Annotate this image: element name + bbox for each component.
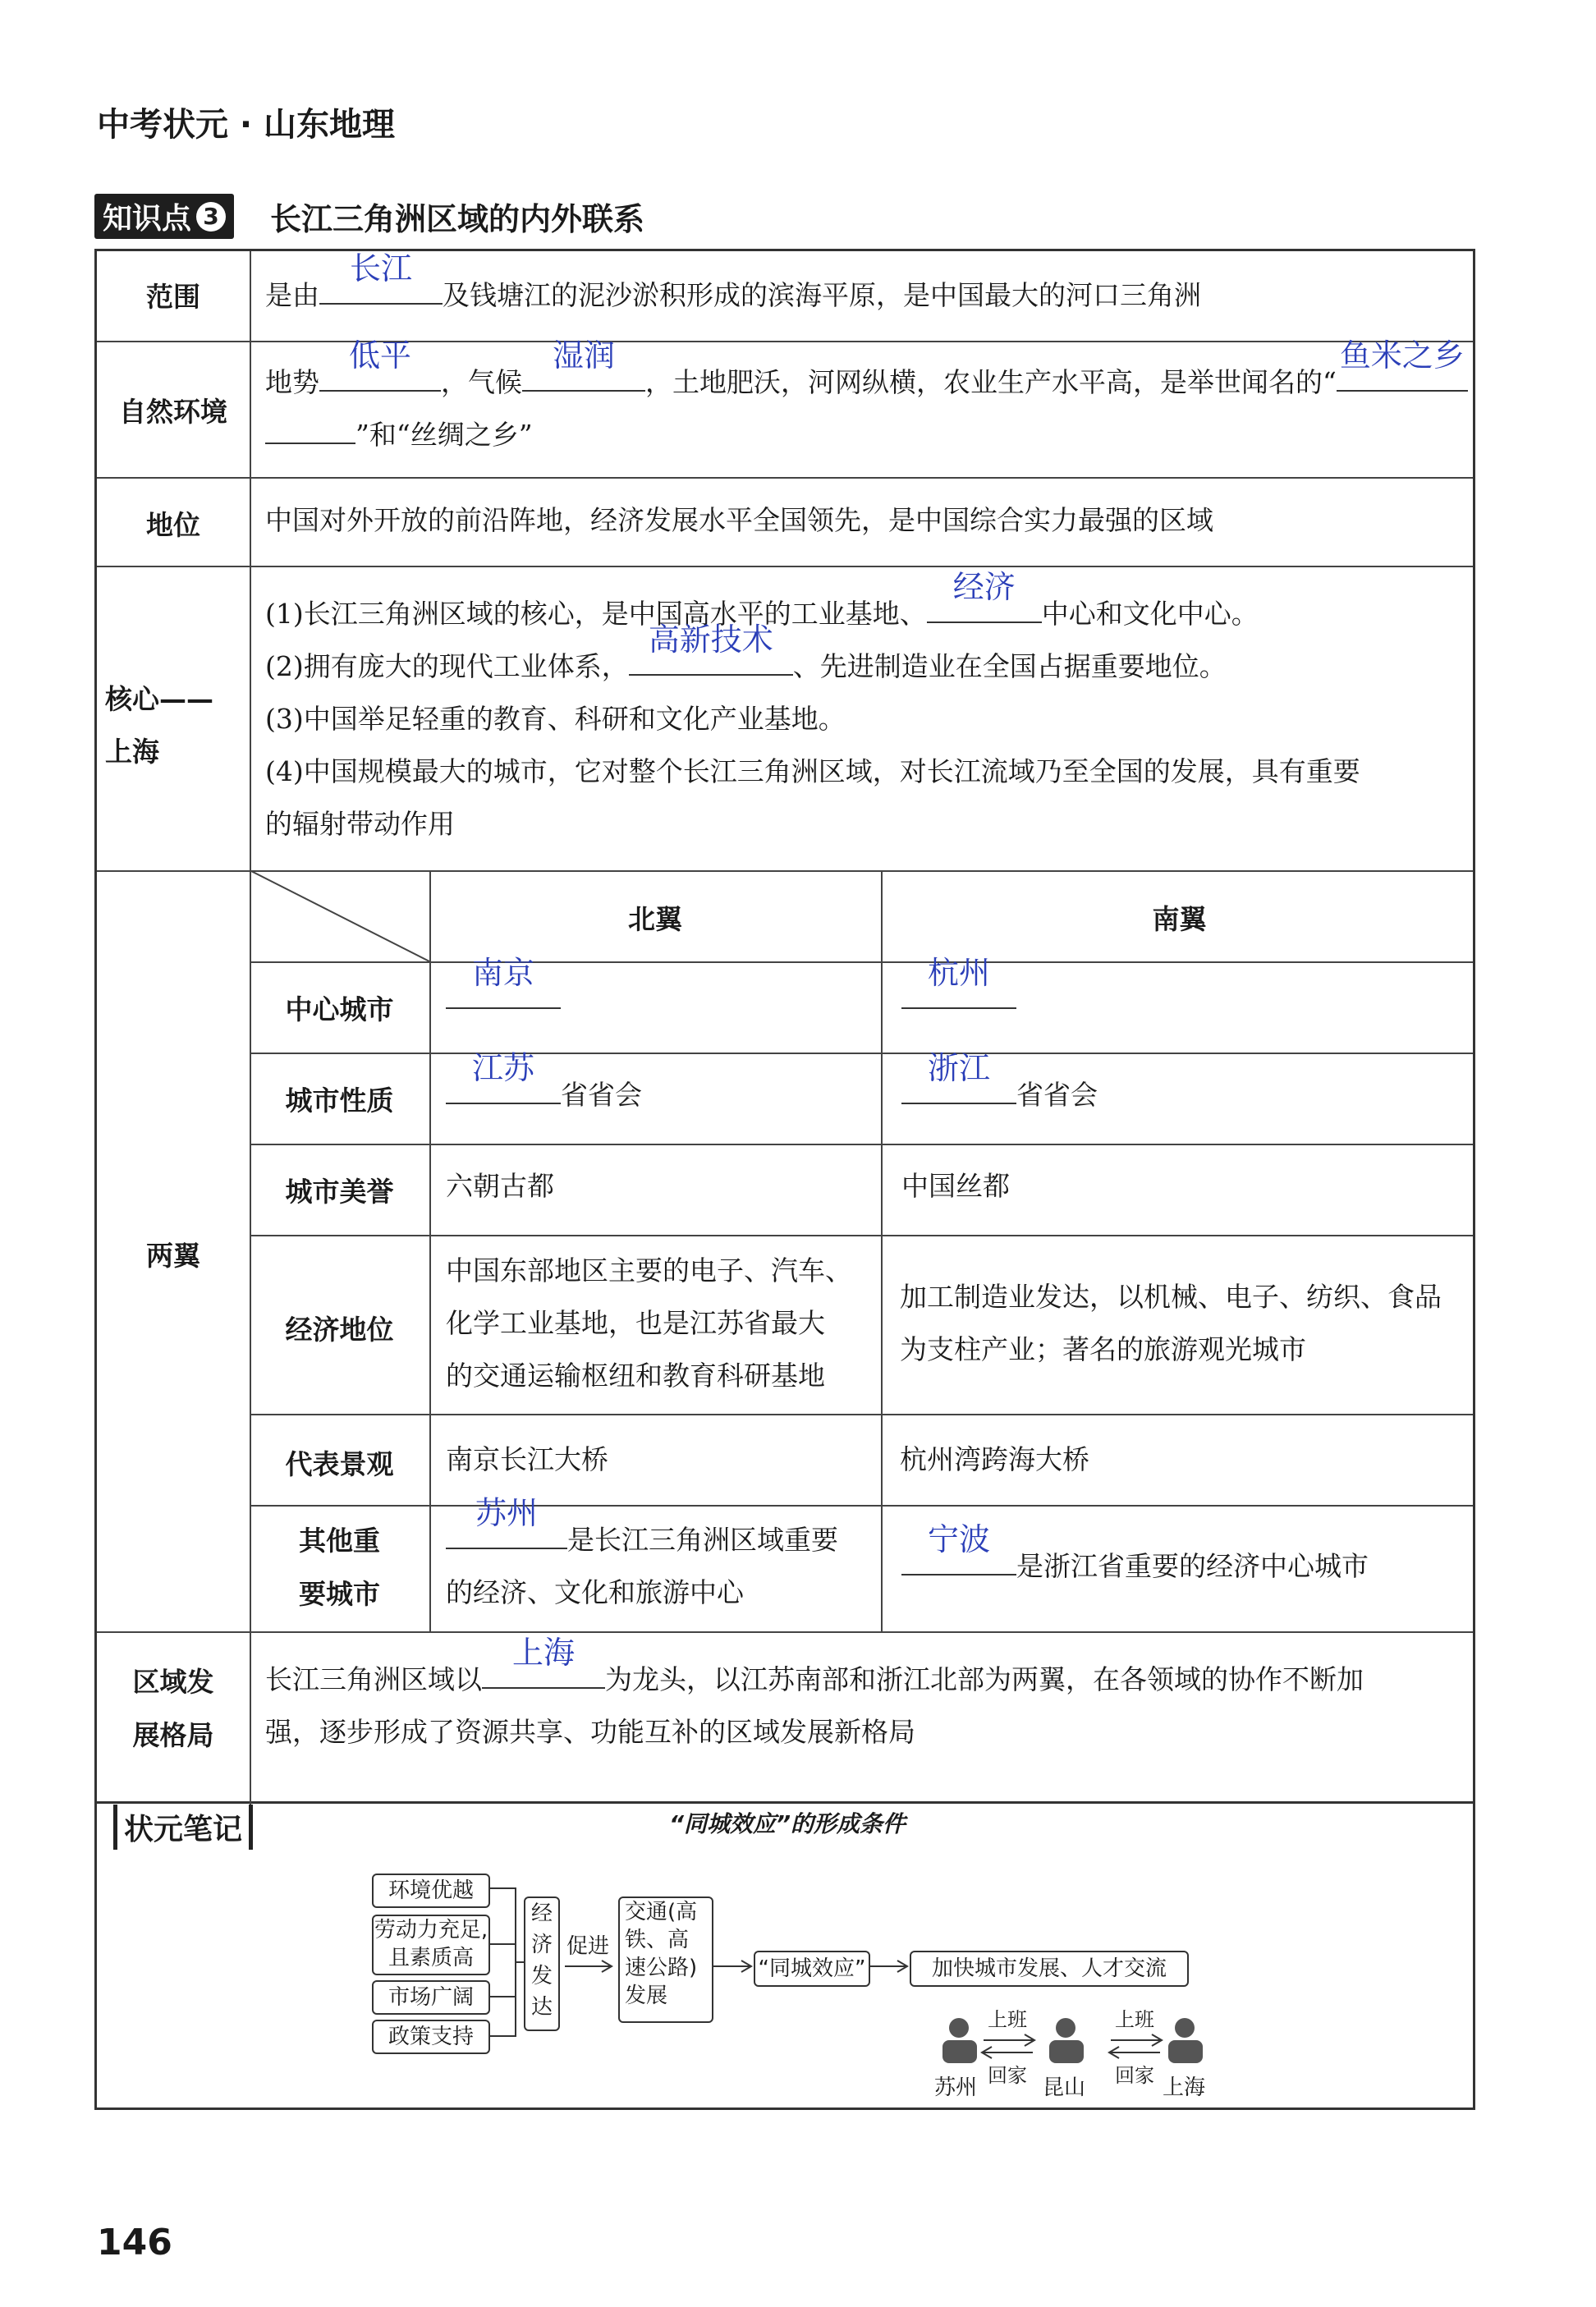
other-north-2: 的经济、文化和旅游中心 <box>446 1576 744 1608</box>
traffic-box: 交通(高 铁、高 速公路) 发展 <box>618 1897 713 2023</box>
commute-back-1: 回家 <box>988 2064 1027 2087</box>
nature-north: 江苏 省省会 <box>446 1069 642 1121</box>
diwei-text: 中国对外开放的前沿阵地，经济发展水平全国领先，是中国综合实力最强的区域 <box>265 504 1213 536</box>
sub-label-view: 代表景观 <box>285 1448 394 1480</box>
econ-north-3: 的交通运输枢纽和教育科研基地 <box>446 1360 825 1392</box>
econ-south-2: 为支柱产业；著名的旅游观光城市 <box>900 1333 1306 1365</box>
city-shanghai: 上海 <box>1163 2075 1206 2100</box>
commute-go-1: 上班 <box>988 2008 1027 2031</box>
sub-label-econ: 经济地位 <box>285 1314 394 1346</box>
row-label-liangyi: 两翼 <box>146 1240 200 1272</box>
col-south: 南翼 <box>1152 903 1207 935</box>
number-badge: 3 <box>196 202 226 232</box>
notes-tag: 状元笔记 <box>113 1805 253 1850</box>
people-icons <box>942 2018 1203 2063</box>
ziran-line2: ”和“丝绸之乡” <box>265 409 533 461</box>
econ-north-1: 中国东部地区主要的电子、汽车、 <box>446 1254 852 1287</box>
cond-env: 环境优越 <box>372 1874 490 1908</box>
row-label-ziran: 自然环境 <box>119 396 227 428</box>
page-number: 146 <box>97 2222 172 2263</box>
commute-go-2: 上班 <box>1115 2008 1154 2031</box>
row-label-diwei: 地位 <box>146 509 200 541</box>
commute-back-2: 回家 <box>1115 2064 1154 2087</box>
hexin-line3: (3)中国举足轻重的教育、科研和文化产业基地。 <box>265 703 846 735</box>
geju-line2: 强，逐步形成了资源共享、功能互补的区域发展新格局 <box>265 1716 915 1748</box>
hexin-line1: (1)长江三角洲区域的核心，是中国高水平的工业基地、 经济 中心和文化中心。 <box>265 569 1259 630</box>
fanwei-text: 是由 长江 及钱塘江的泥沙淤积形成的滨海平原，是中国最大的河口三角洲 <box>265 250 1201 311</box>
cond-policy: 政策支持 <box>372 2020 490 2054</box>
row-label-hexin-2: 上海 <box>105 736 159 768</box>
knowledge-point-heading <box>94 194 644 239</box>
fame-north: 六朝古都 <box>446 1170 554 1202</box>
fame-south: 中国丝都 <box>901 1170 1010 1202</box>
city-suzhou: 苏州 <box>934 2075 978 2100</box>
row-label-geju-1: 区域发 <box>132 1666 214 1698</box>
other-south: 宁波 是浙江省重要的经济中心城市 <box>901 1540 1369 1593</box>
row-label-hexin-1: 核心—— <box>105 683 213 715</box>
promote-label: 促进 <box>566 1934 610 1959</box>
knowledge-table <box>94 249 1475 1804</box>
knowledge-point-tag: 知识点 3 <box>94 194 234 239</box>
view-north: 南京长江大桥 <box>446 1443 608 1475</box>
econ-south-1: 加工制造业发达，以机械、电子、纺织、食品 <box>900 1281 1442 1313</box>
sub-label-nature: 城市性质 <box>285 1085 394 1117</box>
geju-line1: 长江三角洲区域以 上海 为龙头，以江苏南部和浙江北部为两翼，在各领域的协作不断加 <box>265 1635 1364 1695</box>
flow-arrows <box>97 1782 1478 2110</box>
blank-fanwei: 长江 <box>319 273 443 305</box>
section-title: 长江三角洲区域的内外联系 <box>270 201 645 237</box>
notes-title: “同城效应”的形成条件 <box>668 1810 906 1837</box>
sub-label-other-1: 其他重 <box>299 1525 380 1557</box>
econ-box: 经 济 发 达 <box>524 1897 560 2031</box>
page-header: 中考状元 · 山东地理 <box>97 106 396 144</box>
col-north: 北翼 <box>628 903 682 935</box>
diagonal-line <box>250 870 429 961</box>
hexin-line4a: (4)中国规模最大的城市，它对整个长江三角洲区域，对长江流域乃至全国的发展，具有重要 <box>265 755 1360 787</box>
result-box: 加快城市发展、人才交流 <box>910 1951 1189 1987</box>
city-kunshan: 昆山 <box>1043 2075 1086 2100</box>
view-south: 杭州湾跨海大桥 <box>900 1443 1089 1475</box>
center-north: 南京 <box>446 974 561 1026</box>
center-south: 杭州 <box>901 974 1016 1026</box>
row-label-geju-2: 展格局 <box>132 1719 214 1751</box>
nature-south: 浙江 省省会 <box>901 1069 1098 1121</box>
sub-label-center: 中心城市 <box>285 993 394 1025</box>
notes-section <box>94 1782 1475 2110</box>
sub-label-other-2: 要城市 <box>299 1578 380 1610</box>
row-label-fanwei: 范围 <box>146 281 200 313</box>
sub-label-fame: 城市美誉 <box>285 1176 394 1208</box>
other-north-1: 苏州 是长江三角洲区域重要 <box>446 1514 838 1566</box>
cond-market: 市场广阔 <box>372 1980 490 2015</box>
hexin-line4b: 的辐射带动作用 <box>265 808 455 840</box>
cond-labor: 劳动力充足, 且素质高 <box>372 1915 490 1975</box>
econ-north-2: 化学工业基地，也是江苏省最大 <box>446 1307 825 1339</box>
ziran-line1: 地势 低平 ，气候 湿润 ，土地肥沃，河网纵横，农业生产水平高，是举世闻名的“ 鱼米之乡 <box>265 356 1468 409</box>
hexin-line2: (2)拥有庞大的现代工业体系， 高新技术 、先进制造业在全国占据重要地位。 <box>265 621 1227 682</box>
effect-box: “同城效应” <box>754 1951 870 1987</box>
